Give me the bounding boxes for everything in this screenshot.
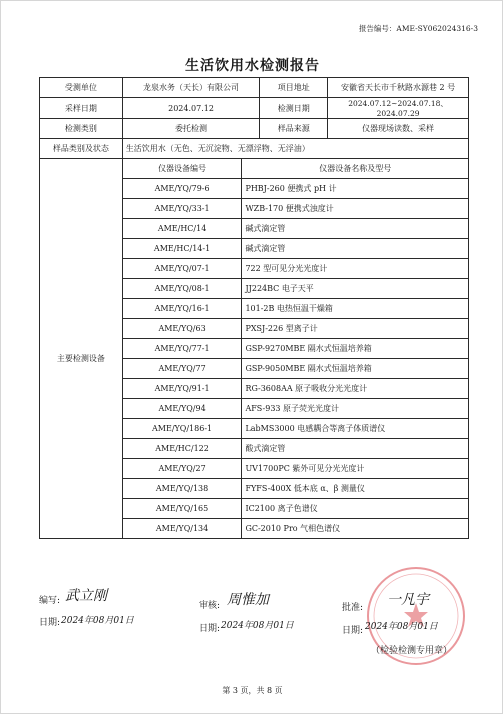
equipment-name: AFS-933 原子荧光光度计 xyxy=(242,399,469,419)
info-value: 仪器现场读数、采样 xyxy=(328,119,469,139)
sample-value: 生活饮用水（无色、无沉淀物、无漂浮物、无浮油） xyxy=(122,139,468,159)
report-number: 报告编号：AME-SY062024316-3 xyxy=(358,24,478,33)
reviewer-label: 审核: xyxy=(199,601,221,611)
page-footer: 第 3 页，共 8 页 xyxy=(222,686,283,695)
reviewer-date: 2024年08月01日 xyxy=(221,621,294,631)
sample-label: 样品类别及状态 xyxy=(40,139,123,159)
equipment-name: JJ224BC 电子天平 xyxy=(242,279,469,299)
equipment-code: AME/HC/122 xyxy=(122,439,242,459)
equipment-name: GSP-9270MBE 隔水式恒温培养箱 xyxy=(242,339,469,359)
equipment-code: AME/YQ/33-1 xyxy=(122,199,242,219)
equipment-code: AME/YQ/07-1 xyxy=(122,259,242,279)
equipment-code: AME/YQ/91-1 xyxy=(122,379,242,399)
info-value: 安徽省天长市千秋路水源巷 2 号 xyxy=(328,78,469,98)
equipment-header-row xyxy=(40,159,469,179)
info-row xyxy=(40,119,469,139)
info-value: 2024.07.12~2024.07.18、2024.07.29 xyxy=(328,98,469,119)
equipment-code: AME/YQ/186-1 xyxy=(122,419,242,439)
equipment-name: 101-2B 电热恒温干燥箱 xyxy=(242,299,469,319)
sample-row xyxy=(40,139,469,159)
info-label: 受测单位 xyxy=(40,78,123,98)
info-label: 检测类别 xyxy=(40,119,123,139)
equipment-row xyxy=(40,179,469,199)
info-label: 样品来源 xyxy=(260,119,328,139)
report-table xyxy=(39,77,469,539)
reviewer-date-label: 日期: xyxy=(199,624,221,634)
equipment-col-code: 仪器设备编号 xyxy=(122,159,242,179)
equipment-section-cell-top xyxy=(40,159,123,179)
reviewer-signature: 周惟加 xyxy=(227,592,269,608)
equipment-name: UV1700PC 紫外可见分光光度计 xyxy=(242,459,469,479)
equipment-name: 碱式滴定管 xyxy=(242,239,469,259)
info-row xyxy=(40,78,469,98)
equipment-code: AME/YQ/16-1 xyxy=(122,299,242,319)
equipment-name: 碱式滴定管 xyxy=(242,219,469,239)
stamp-caption: （检验检测专用章） xyxy=(371,646,453,656)
equipment-code: AME/YQ/79-6 xyxy=(122,179,242,199)
equipment-name: WZB-170 便携式浊度计 xyxy=(242,199,469,219)
approver-label: 批准: xyxy=(342,603,364,613)
compiler-date-label: 日期: xyxy=(39,618,61,628)
equipment-name: LabMS3000 电感耦合等离子体质谱仪 xyxy=(242,419,469,439)
equipment-col-name: 仪器设备名称及型号 xyxy=(242,159,469,179)
approver-date-label: 日期: xyxy=(342,626,364,636)
approver-date: 2024年08月01日 xyxy=(365,622,438,632)
equipment-code: AME/YQ/08-1 xyxy=(122,279,242,299)
equipment-code: AME/YQ/165 xyxy=(122,499,242,519)
info-value: 2024.07.12 xyxy=(122,98,260,119)
equipment-list xyxy=(40,179,469,539)
equipment-code: AME/YQ/27 xyxy=(122,459,242,479)
equipment-code: AME/YQ/77-1 xyxy=(122,339,242,359)
equipment-name: 722 型可见分光光度计 xyxy=(242,259,469,279)
info-label: 项目地址 xyxy=(260,78,328,98)
equipment-code: AME/HC/14 xyxy=(122,219,242,239)
info-value: 龙泉水务（天长）有限公司 xyxy=(122,78,260,98)
info-value: 委托检测 xyxy=(122,119,260,139)
equipment-code: AME/YQ/138 xyxy=(122,479,242,499)
equipment-code: AME/HC/14-1 xyxy=(122,239,242,259)
page-title: 生活饮用水检测报告 xyxy=(185,58,320,74)
equipment-name: GSP-9050MBE 隔水式恒温培养箱 xyxy=(242,359,469,379)
info-label: 检测日期 xyxy=(260,98,328,119)
equipment-name: GC-2010 Pro 气相色谱仪 xyxy=(242,519,469,539)
equipment-name: FYFS-400X 低本底 α、β 测量仪 xyxy=(242,479,469,499)
equipment-code: AME/YQ/77 xyxy=(122,359,242,379)
equipment-name: PHBJ-260 便携式 pH 计 xyxy=(242,179,469,199)
compiler-date: 2024年08月01日 xyxy=(61,616,134,626)
compiler-signature: 武立刚 xyxy=(65,588,107,604)
equipment-section-label: 主要检测设备 xyxy=(40,179,123,539)
info-label: 采样日期 xyxy=(40,98,123,119)
equipment-code: AME/YQ/94 xyxy=(122,399,242,419)
info-row xyxy=(40,98,469,119)
equipment-code: AME/YQ/63 xyxy=(122,319,242,339)
equipment-name: PXSJ-226 型离子计 xyxy=(242,319,469,339)
equipment-name: IC2100 离子色谱仪 xyxy=(242,499,469,519)
equipment-name: RG-3608AA 原子吸收分光光度计 xyxy=(242,379,469,399)
compiler-label: 编写: xyxy=(39,596,61,606)
approver-signature: 一凡宇 xyxy=(387,592,429,608)
equipment-code: AME/YQ/134 xyxy=(122,519,242,539)
equipment-name: 酸式滴定管 xyxy=(242,439,469,459)
